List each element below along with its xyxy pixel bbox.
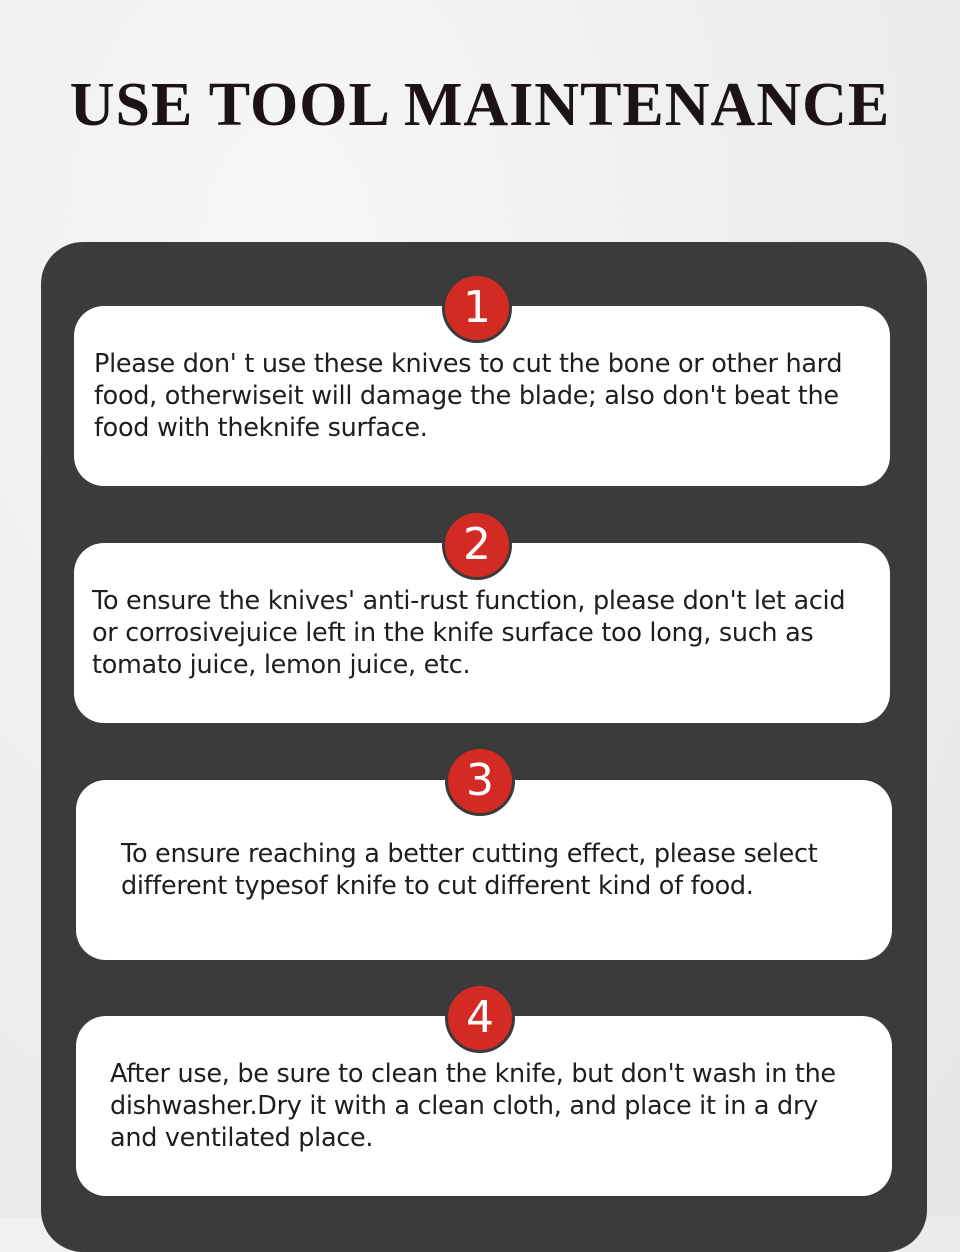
tip-text-1: Please don' t use these knives to cut the bone or other hard food, otherwiseit will damage the blade; also don't beat the food with theknife surface. [94,349,843,443]
page-title: USE TOOL MAINTENANCE [69,71,891,139]
tip-number-badge-4: 4 [445,983,515,1053]
tip-number-badge-3: 3 [445,746,515,816]
tip-text-2: To ensure the knives' anti-rust function, please don't let acid or corrosivejuice left in the knife surface too long, such as tomato juice, lemon juice, etc. [92,586,846,680]
tip-text-3: To ensure reaching a better cutting effect, please select different typesof knife to cut different kind of food. [121,839,818,901]
tip-number-badge-1: 1 [442,273,512,343]
tip-number-badge-2: 2 [442,510,512,580]
tip-text-4: After use, be sure to clean the knife, but don't wash in the dishwasher.Dry it with a clean cloth, and place it in a dry and ventilated place. [110,1059,836,1153]
